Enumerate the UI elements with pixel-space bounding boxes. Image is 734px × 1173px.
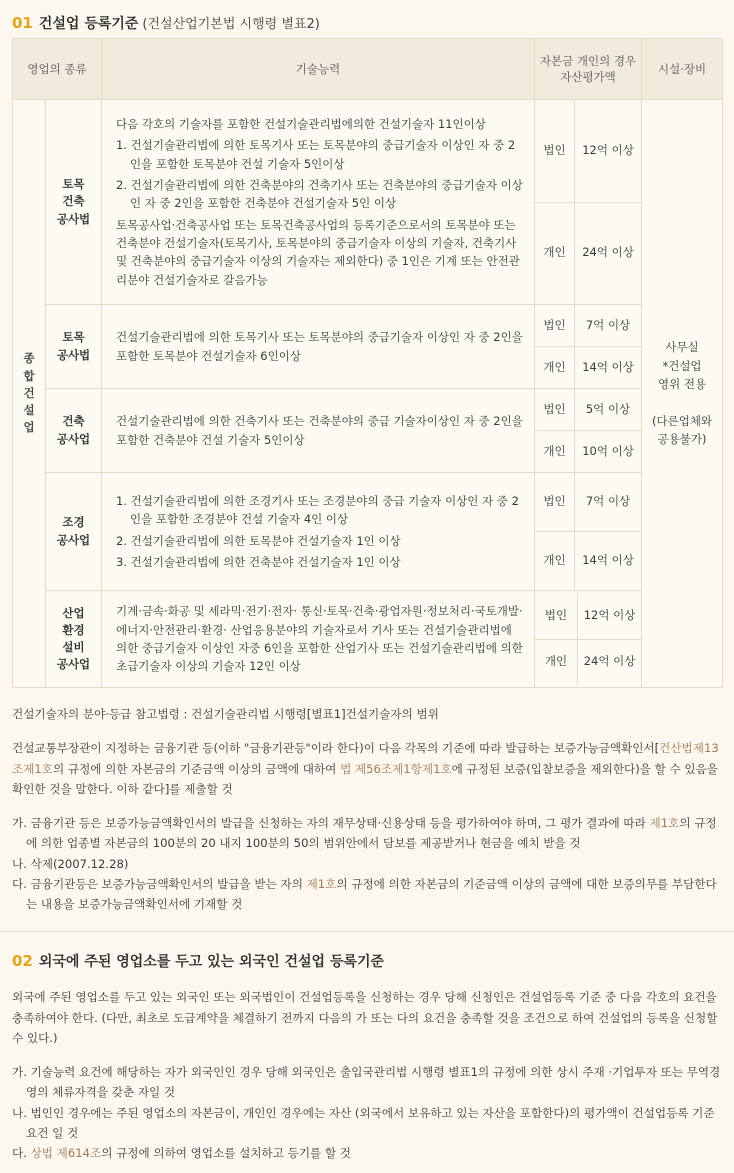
capital-type-indiv: 개인	[535, 202, 575, 305]
capital-type-indiv: 개인	[535, 431, 575, 473]
requirement-note: 토목공사업·건축공사업 또는 토목건축공사업의 등록기준으로서의 토목분야 또는 건축분야 건설기술자(토목기사, 토목분야의 중급기술자 이상의 기술자, 건축기사 및 건축분야의 중급기술자 이상의 기술자는 제외한다) 중 1인은 기계 또는 안전관리분야 건설기술자로 갈음가능	[116, 217, 520, 287]
table-row	[13, 100, 723, 203]
tech-requirement	[102, 100, 535, 305]
section2-intro: 외국에 주된 영업소를 두고 있는 외국인 또는 외국법인이 건설업등록을 신청하는 경우 당해 신청인은 건설업등록 기준 중 다음 각호의 요건을 충족하여야 한다. (다만, 최초로 도급계약을 체결하기 전까지 다음의 가 또는 다의 요건을 충족할 것을 조건으로 하여 건설업의 등록을 신청할 수 있다.)	[12, 990, 718, 1045]
section2-header	[0, 932, 734, 974]
capital-amount: 24억 이상	[578, 639, 642, 685]
list-item: 가. 기술능력 요건에 해당하는 자가 외국인인 경우 당해 외국인은 출입국관리법 시행령 별표1의 규정에 의한 상시 주재 ·기업투자 또는 무역경영의 체류자격을 갖춘 자일 것	[12, 1065, 721, 1100]
capital-type-indiv: 개인	[535, 347, 575, 389]
tech-requirement	[102, 473, 535, 591]
facility-requirement: 사무실 *건설업 영위 전용 (다른업체와 공용불가)	[642, 100, 723, 688]
requirement-intro: 다음 각호의 기술자를 포함한 건설기술관리법에의한 건설기술자 11인이상	[116, 116, 486, 131]
table-header-row	[13, 39, 723, 100]
section1-title: 건설업 등록기준	[38, 16, 139, 32]
requirement-item: 3. 건설기술관리법에 의한 건축분야 건설기술자 1인 이상	[116, 554, 401, 569]
registration-table	[12, 38, 723, 688]
capital-amount: 12억 이상	[575, 100, 642, 203]
capital-amount: 7억 이상	[575, 305, 642, 347]
capital-type-corp: 법인	[535, 473, 575, 532]
capital-type-corp: 법인	[535, 389, 575, 431]
table-row	[13, 591, 723, 688]
header-business-type: 영업의 종류	[13, 39, 102, 100]
capital-amount: 24억 이상	[575, 202, 642, 305]
table-row	[13, 389, 723, 431]
capital-amount: 5억 이상	[575, 389, 642, 431]
law-link[interactable]: 법 제56조제1항제1호	[340, 761, 452, 776]
reference-law: 건설기술자의 분야·등급 참고법령 : 건설기술관리법 시행령[별표1]건설기술자의 범위	[12, 707, 439, 721]
header-facility: 시설·장비	[642, 39, 723, 100]
list-item: 나. 법인인 경우에는 주된 영업소의 자본금이, 개인인 경우에는 자산 (외국에서 보유하고 있는 자산을 포함한다)의 평가액이 건설업등록 기준요건 일 것	[12, 1105, 715, 1140]
capital-type-corp: 법인	[535, 593, 578, 639]
business-type-label: 조경 공사업	[46, 473, 102, 591]
header-capital-line2: 자산평가액	[560, 70, 616, 84]
section2-number: 02	[12, 951, 33, 970]
section1-subtitle: (건설산업기본법 시행령 별표2)	[142, 17, 320, 32]
requirement-item: 2. 건설기술관리법에 의한 건축분야의 건축기사 또는 건축분야의 중급기술자 이상인 자 중 2인을 포함한 건축분야 건설기술자 5인 이상	[116, 177, 523, 211]
law-link[interactable]: 제1호	[649, 816, 680, 831]
tech-requirement: 기계·금속·화공 및 세라믹·전기·전자· 통신·토목·건축·광업자원·정보처리·국토개발·에너지·안전관리·환경· 산업응용분야의 기술자로서 기사 또는 건설기술관리법에 의한 중급기술자 이상인 자중 6인을 포함한 산업기사 또는 건설기술관리법에 의한 초급기술자 이상의 기술자 12인 이상	[102, 591, 535, 688]
capital-type-indiv: 개인	[535, 532, 575, 591]
section1-header	[0, 0, 734, 32]
capital-amount: 14억 이상	[575, 532, 642, 591]
notes-section1	[0, 704, 734, 915]
guarantee-paragraph: 건설교통부장관이 지정하는 금융기관 등(이하 "금융기관등"이라 한다)이 다음 각목의 기준에 따라 발급하는 보증가능금액확인서[건산법제13조제1호의 규정에 의한 자본금의 기준금액 이상의 금액에 대하여 법 제56조제1항제1호에 규정된 보증(입찰보증을 제외한다)을 할 수 있음을 확인한 것을 말한다. 이하 같다]를 제출할 것	[12, 741, 719, 796]
header-capital-line1: 자본금 개인의 경우	[539, 53, 637, 68]
business-type-label: 건축 공사업	[46, 389, 102, 473]
capital-amount: 7억 이상	[575, 473, 642, 532]
notes-section2	[0, 987, 734, 1163]
section1-number: 01	[12, 14, 33, 32]
list-item: 다. 금융기관등은 보증가능금액확인서의 발급을 받는 자의 제1호의 규정에 의한 자본금의 기준금액 이상의 금액에 대한 보증의무를 부담한다는 내용을 보증가능금액확인서에 기재할 것	[12, 876, 717, 912]
law-link[interactable]: 상법 제614조	[30, 1146, 102, 1161]
capital-cell	[535, 591, 642, 688]
law-link[interactable]: 제1호	[306, 876, 337, 891]
section2-title: 외국에 주된 영업소를 두고 있는 외국인 건설업 등록기준	[38, 953, 385, 970]
list-item: 다. 상법 제614조의 규정에 의하여 영업소를 설치하고 등기를 할 것	[12, 1146, 351, 1161]
law-link[interactable]: 건산법제13조제1호	[12, 741, 719, 776]
capital-type-corp: 법인	[535, 100, 575, 203]
list-item: 가. 금융기관 등은 보증가능금액확인서의 발급을 신청하는 자의 재무상태·신용상태 등을 평가하여야 하며, 그 평가 결과에 따라 제1호의 규정에 의한 업종별 자본금의 100분의 20 내지 100분의 50의 범위안에서 담보를 제공받거나 현금을 예치 받을 것	[12, 816, 717, 851]
business-type-label: 산업 환경 설비 공사업	[46, 591, 102, 688]
requirement-item: 1. 건설기술관리법에 의한 조경기사 또는 조경분야의 중급 기술자 이상인 자 중 2인을 포함한 조경분야 건설 기술자 4인 이상	[116, 493, 519, 527]
group-label: 종 합 건 설 업	[13, 100, 46, 688]
capital-type-indiv: 개인	[535, 639, 578, 685]
table-row	[13, 473, 723, 532]
capital-subtable	[535, 593, 641, 685]
header-capital	[535, 39, 642, 100]
requirement-item: 1. 건설기술관리법에 의한 토목기사 또는 토목분야의 중급기술자 이상인 자 중 2인을 포함한 토목분야 건설 기술자 5인이상	[116, 138, 516, 171]
requirement-item: 2. 건설기술관리법에 의한 토목분야 건설기술자 1인 이상	[116, 533, 401, 548]
capital-amount: 12억 이상	[578, 593, 642, 639]
tech-requirement: 건설기술관리법에 의한 건축기사 또는 건축분야의 중급 기술자이상인 자 중 2인을 포함한 건축분야 건설 기술자 5인이상	[102, 389, 535, 473]
tech-requirement: 건설기술관리법에 의한 토목기사 또는 토목분야의 중급기술자 이상인 자 중 2인을 포함한 토목분야 건설기술자 6인이상	[102, 305, 535, 389]
capital-type-corp: 법인	[535, 305, 575, 347]
list-item: 나. 삭제(2007.12.28)	[12, 856, 129, 871]
business-type-label: 토목 건축 공사법	[46, 100, 102, 305]
table-row	[13, 305, 723, 347]
header-tech-ability: 기술능력	[102, 39, 535, 100]
capital-amount: 10억 이상	[575, 431, 642, 473]
business-type-label: 토목 공사법	[46, 305, 102, 389]
capital-amount: 14억 이상	[575, 347, 642, 389]
